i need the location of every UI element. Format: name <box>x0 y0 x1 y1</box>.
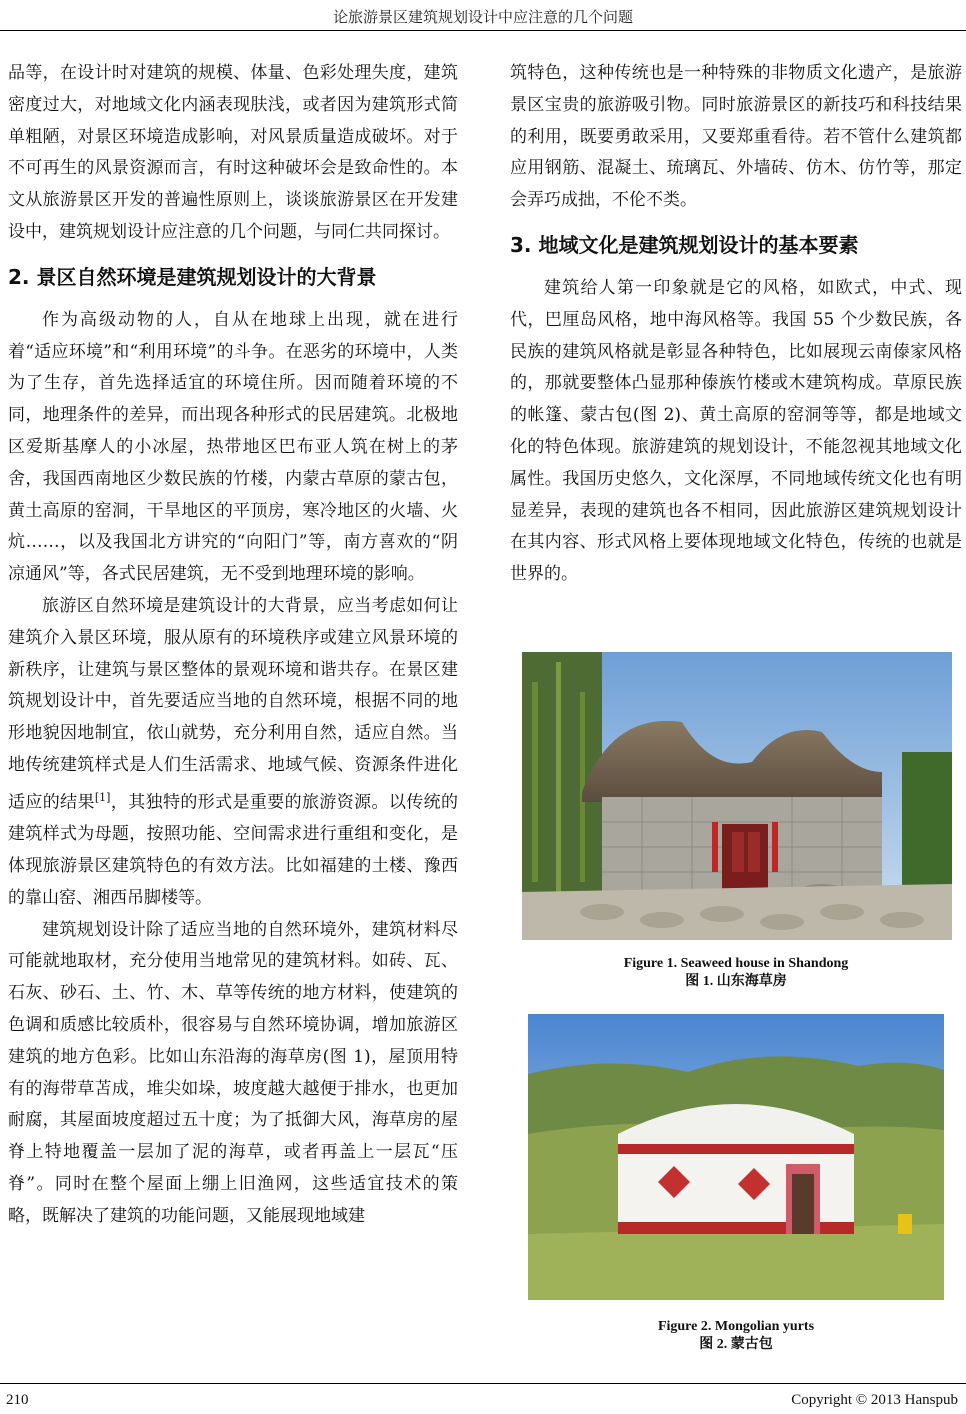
page-number: 210 <box>6 1392 29 1408</box>
copyright-notice: Copyright © 2013 Hanspub <box>791 1392 958 1408</box>
paragraph-background <box>8 591 458 915</box>
paragraph-background-part1: 旅游区自然环境是建筑设计的大背景，应当考虑如何让建筑介入景区环境，服从原有的环境秩序或建立风景环境的新秩序，让建筑与景区整体的景观环境和谐共存。在景区建筑规划设计中，首先要适应当地的自然环境，根据不同的地形地貌因地制宜，依山就势，充分利用自然，适应自然。当地传统建筑样式是人们生活需求、地域气候、资源条件进化适应的结果 <box>8 595 458 813</box>
header-rule <box>0 30 966 31</box>
paragraph-regional-culture: 建筑给人第一印象就是它的风格，如欧式，中式、现代，巴厘岛风格，地中海风格等。我国 55 个少数民族，各民族的建筑风格就是彰显各种特色，比如展现云南傣家风格的，那就要整体凸显那种傣族竹楼或木建筑构成。草原民族的帐篷、蒙古包(图 2)、黄土高原的窑洞等等，都是地域文化的特色体现。旅游建筑的规划设计，不能忽视其地域文化属性。我国历史悠久，文化深厚，不同地域传统文化也有明显差异，表现的建筑也各不相同，因此旅游区建筑规划设计在其内容、形式风格上要体现地域文化特色，传统的也就是世界的。 <box>510 277 962 585</box>
figure-1-caption-zh: 图 1. 山东海草房 <box>685 974 787 989</box>
figure-2-caption <box>510 1318 962 1354</box>
section-2-heading: 2. 景区自然环境是建筑规划设计的大背景 <box>8 264 377 289</box>
paragraph-environment: 作为高级动物的人，自从在地球上出现，就在进行着“适应环境”和“利用环境”的斗争。在恶劣的环境中，人类为了生存，首先选择适宜的环境住所。因而随着环境的不同，地理条件的差异，而出现各种形式的民居建筑。北极地区爱斯基摩人的小冰屋，热带地区巴布亚人筑在树上的茅舍，我国西南地区少数民族的竹楼，内蒙古草原的蒙古包，黄土高原的窑洞，干旱地区的平顶房，寒冷地区的火墙、火炕……，以及我国北方讲究的“向阳门”等，南方喜欢的“阴凉通风”等，各式民居建筑，无不受到地理环境的影响。 <box>8 309 458 585</box>
figure-2-caption-en: Figure 2. Mongolian yurts <box>657 1319 815 1334</box>
figure-1-caption-en: Figure 1. Seaweed house in Shandong <box>623 956 849 971</box>
figure-2-caption-zh: 图 2. 蒙古包 <box>699 1337 773 1352</box>
left-column <box>8 58 458 1233</box>
paragraph-materials-continued: 筑特色，这种传统也是一种特殊的非物质文化遗产，是旅游景区宝贵的旅游吸引物。同时旅游景区的新技巧和科技结果的利用，既要勇敢采用，又要郑重看待。若不管什么建筑都应用钢筋、混凝土、琉璃瓦、外墙砖、仿木、仿竹等，那定会弄巧成拙，不伦不类。 <box>510 63 962 211</box>
paragraph-materials: 建筑规划设计除了适应当地的自然环境外，建筑材料尽可能就地取材，充分使用当地常见的建筑材料。如砖、瓦、石灰、砂石、土、竹、木、草等传统的地方材料，使建筑的色调和质感比较质朴，很容易与自然环境协调，增加旅游区建筑的地方色彩。比如山东沿海的海草房(图 1)，屋顶用特有的海带草苫成，堆尖如垛，坡度越大越便于排水，也更加耐腐，其屋面坡度超过五十度；为了抵御大风，海草房的屋脊上特地覆盖一层加了泥的海草，或者再盖上一层瓦“压脊”。同时在整个屋面上绷上旧渔网，这些适宜技术的策略，既解决了建筑的功能问题，又能展现地域建 <box>8 919 458 1226</box>
footer-rule <box>0 1383 966 1384</box>
right-column <box>510 58 962 591</box>
figure-1-caption <box>510 955 962 991</box>
paragraph-background-part2: ，其独特的形式是重要的旅游资源。以传统的建筑样式为母题，按照功能、空间需求进行重组和变化，是体现旅游景区建筑特色的有效方法。比如福建的土楼、豫西的靠山窑、湘西吊脚楼等。 <box>8 792 459 908</box>
citation-ref: [1] <box>94 790 111 804</box>
running-header: 论旅游景区建筑规划设计中应注意的几个问题 <box>332 8 633 26</box>
mongolian-yurt-photo <box>528 1014 944 1300</box>
paragraph-intro-continued: 品等，在设计时对建筑的规模、体量、色彩处理失度，建筑密度过大，对地域文化内涵表现肤浅，或者因为建筑形式简单粗陋，对景区环境造成影响，对风景质量造成破坏。对于不可再生的风景资源而言，有时这种破坏会是致命性的。本文从旅游景区开发的普遍性原则上，谈谈旅游景区在开发建设中，建筑规划设计应注意的几个问题，与同仁共同探讨。 <box>8 63 458 242</box>
section-3-heading: 3. 地域文化是建筑规划设计的基本要素 <box>510 232 859 257</box>
seaweed-house-photo <box>522 652 952 940</box>
